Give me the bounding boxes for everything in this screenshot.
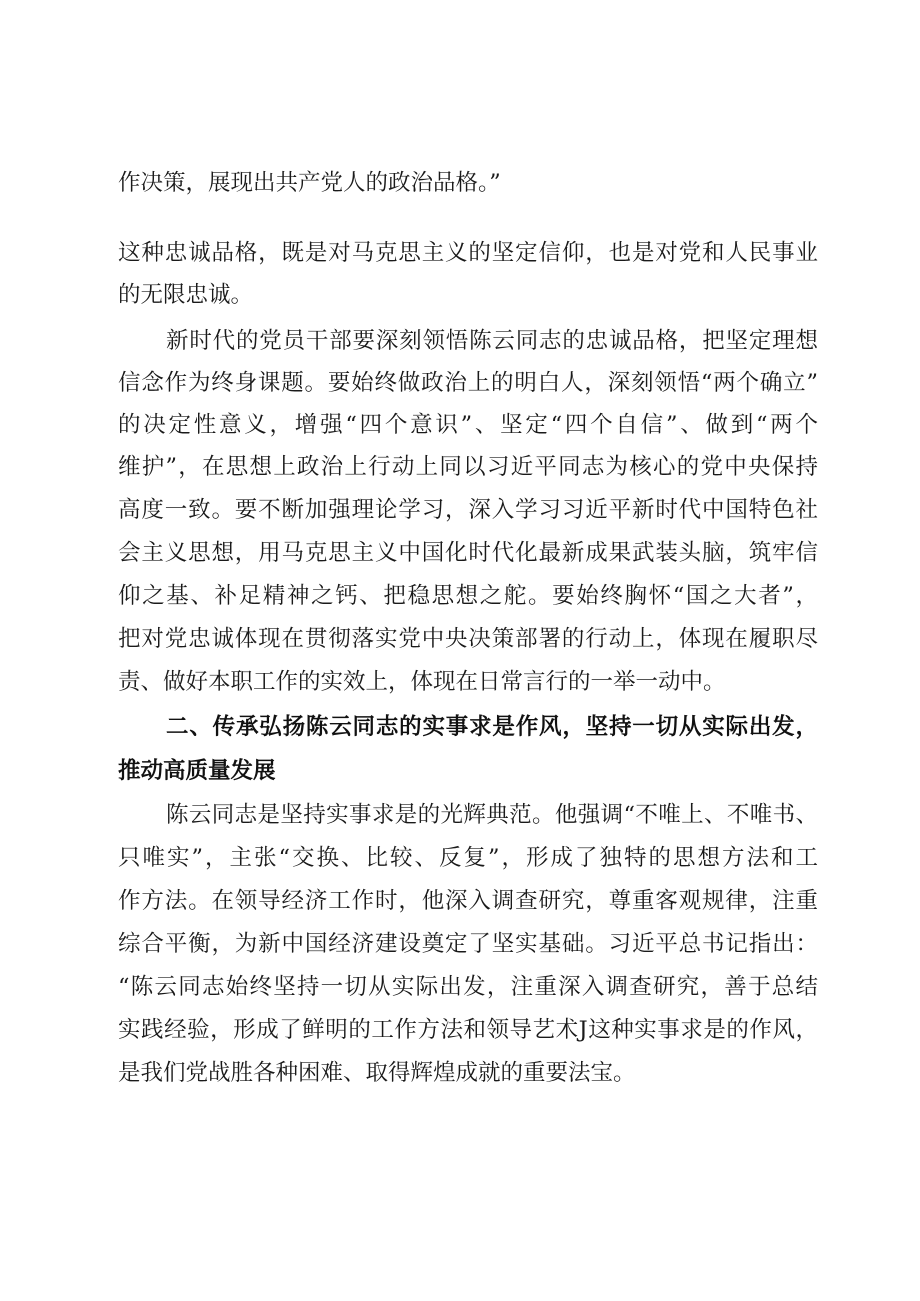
paragraph-line: 作方法。在领导经济工作时，他深入调查研究，尊重客观规律，注重	[118, 888, 818, 914]
paragraph-line: 信念作为终身课题。要始终做政治上的明白人，深刻领悟“两个确立”	[118, 370, 818, 396]
paragraph-line: “陈云同志始终坚持一切从实际出发，注重深入调查研究，善于总结	[118, 974, 818, 1000]
paragraph-line: 这种忠诚品格，既是对马克思主义的坚定信仰，也是对党和人民事业	[118, 240, 818, 266]
paragraph-line: 作决策，展现出共产党人的政治品格。”	[118, 170, 501, 196]
paragraph-line: 综合平衡，为新中国经济建设奠定了坚实基础。习近平总书记指出：	[118, 931, 818, 957]
paragraph-line: 会主义思想，用马克思主义中国化时代化最新成果武装头脑，筑牢信	[118, 540, 818, 566]
paragraph-line: 只唯实”，主张“交换、比较、反复”，形成了独特的思想方法和工	[118, 845, 818, 871]
paragraph-line: 维护”，在思想上政治上行动上同以习近平同志为核心的党中央保持	[118, 454, 818, 480]
paragraph-line: 是我们党战胜各种困难、取得辉煌成就的重要法宝。	[118, 1060, 636, 1086]
paragraph-line: 的无限忠诚。	[118, 282, 254, 308]
section-heading: 二、传承弘扬陈云同志的实事求是作风，坚持一切从实际出发，	[166, 714, 818, 740]
paragraph-line: 的决定性意义，增强“四个意识”、坚定“四个自信”、做到“两个	[118, 412, 818, 438]
paragraph-line: 高度一致。要不断加强理论学习，深入学习习近平新时代中国特色社	[118, 497, 818, 523]
paragraph-line: 实践经验，形成了鲜明的工作方法和领导艺术J这种实事求是的作风，	[118, 1017, 818, 1043]
paragraph-line: 陈云同志是坚持实事求是的光辉典范。他强调“不唯上、不唯书、	[166, 802, 818, 828]
paragraph-line: 把对党忠诚体现在贯彻落实党中央决策部署的行动上，体现在履职尽	[118, 626, 818, 652]
paragraph-line: 新时代的党员干部要深刻领悟陈云同志的忠诚品格，把坚定理想	[166, 328, 818, 354]
section-heading: 推动高质量发展	[118, 758, 276, 784]
paragraph-line: 责、做好本职工作的实效上，体现在日常言行的一举一动中。	[118, 669, 726, 695]
paragraph-line: 仰之基、补足精神之钙、把稳思想之舵。要始终胸怀“国之大者”，	[118, 583, 818, 609]
